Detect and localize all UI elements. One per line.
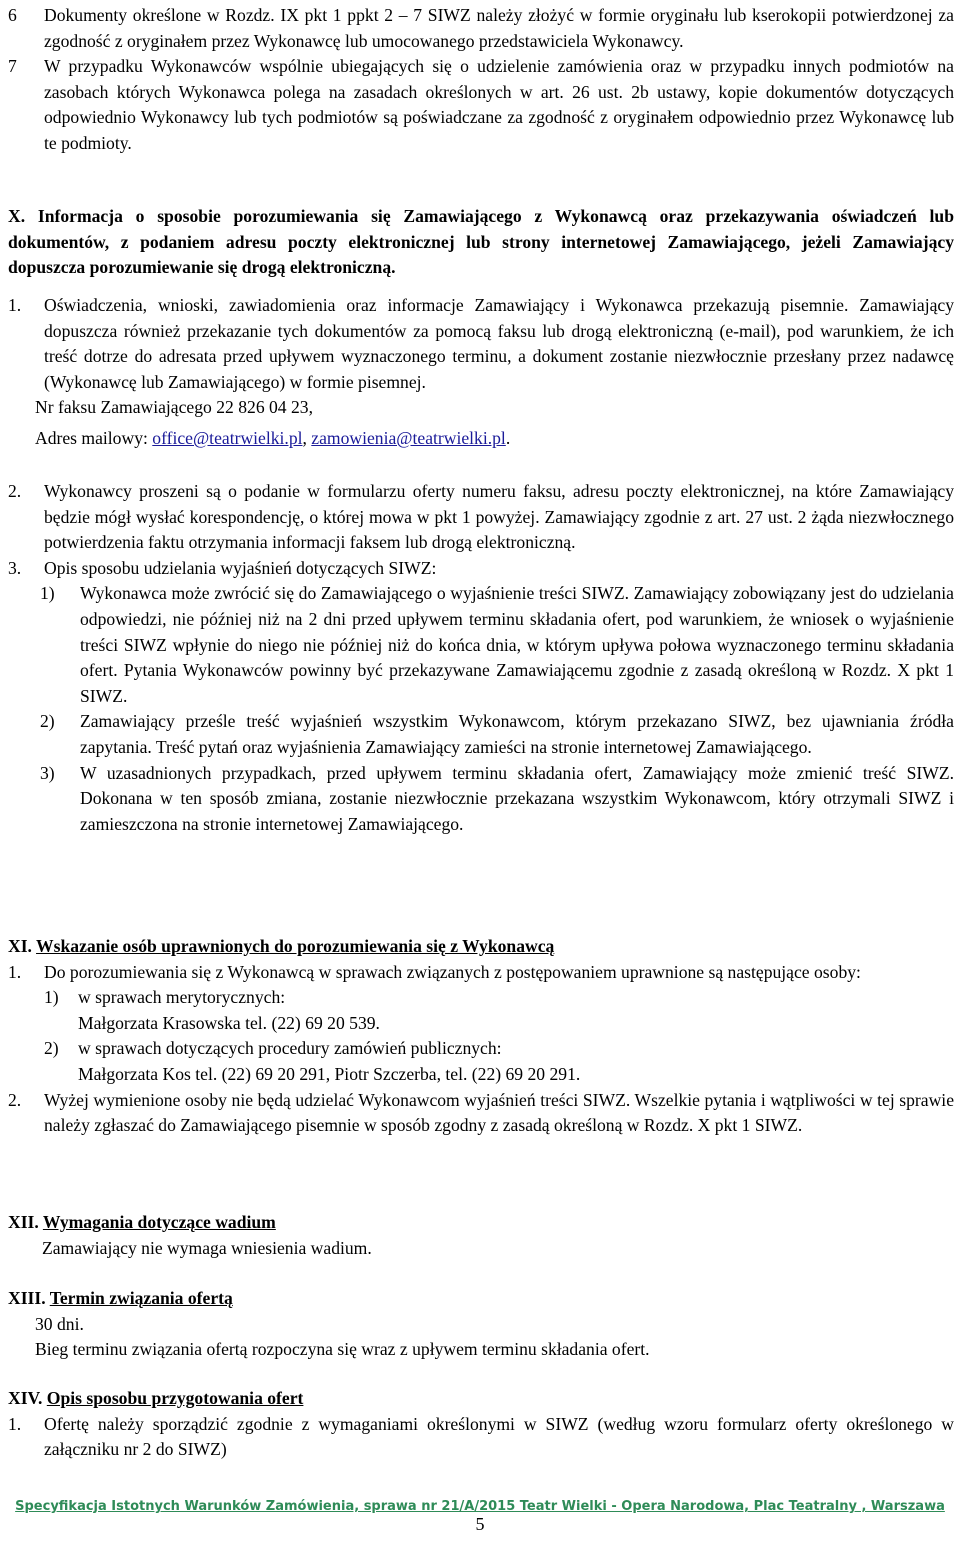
contact-person-1: Małgorzata Krasowska tel. (22) 69 20 539. <box>78 1012 380 1033</box>
item-text: Wyżej wymienione osoby nie będą udzielać Wykonawcom wyjaśnień treści SIWZ. Wszelkie pytania i wątpliwości w tej sprawie należy zgłaszać do Zamawiającego pisemnie w sposób zgodny z zasadą określoną w Rozdz. X pkt 1 SIWZ. <box>44 1089 954 1136</box>
item-number: 7 <box>8 56 17 77</box>
mail-line <box>8 426 954 452</box>
section-xiv-heading <box>8 1386 954 1412</box>
section-xi-title: Wskazanie osób uprawnionych do porozumiewania się z Wykonawcą <box>36 936 555 956</box>
mail-end: . <box>505 427 511 448</box>
section-xii-roman: XII. <box>8 1212 43 1232</box>
subitem-text: Wykonawca może zwrócić się do Zamawiającego o wyjaśnienie treści SIWZ. Zamawiający zobowiązany jest do udzielania odpowiedzi, nie później niż na 2 dni przed upływem terminu składania ofert, pod warunkiem, że wniosek o wyjaśnienie treści SIWZ wpłynie do niego nie później niż do końca dnia, w którym upływa połowa wyznaczonego terminu składania ofert. Pytania Wykonawców powinny być przekazywane Zamawiającemu zgodnie z zasadą określoną w Rozdz. X pkt 1 SIWZ. <box>80 583 954 706</box>
sublist-item-xi-1-2 <box>8 1036 954 1062</box>
email-link-office[interactable]: office@teatrwielki.pl <box>152 427 303 448</box>
section-x-body <box>8 293 954 452</box>
sublist-item-xi-1-1 <box>8 985 954 1011</box>
section-xi-heading <box>8 934 954 960</box>
fax-line: Nr faksu Zamawiającego 22 826 04 23, <box>35 397 313 418</box>
item-text: Dokumenty określone w Rozdz. IX pkt 1 ppkt 2 – 7 SIWZ należy złożyć w formie oryginału lub kserokopii potwierdzonej za zgodność z oryginałem przez Wykonawcę lub umocowanego przedstawiciela Wykonawcy. <box>44 5 954 51</box>
section-xiii <box>8 1286 954 1363</box>
list-item-6 <box>8 3 954 54</box>
mail-separator: , <box>302 427 312 448</box>
contact-person-2: Małgorzata Kos tel. (22) 69 20 291, Piotr Szczerba, tel. (22) 69 20 291. <box>78 1063 581 1084</box>
list-item-xi-2 <box>8 1088 954 1139</box>
section-xii-title: Wymagania dotyczące wadium <box>42 1212 276 1232</box>
top-items <box>8 3 954 157</box>
section-xii-text: Zamawiający nie wymaga wniesienia wadium. <box>42 1237 372 1258</box>
item-number: 1. <box>8 1413 22 1434</box>
section-xiv <box>8 1386 954 1463</box>
list-item-xi-1 <box>8 960 954 986</box>
item-number: 2. <box>8 1089 22 1110</box>
page-footer: Specyfikacja Istotnych Warunków Zamówienia, sprawa nr 21/A/2015 Teatr Wielki - Opera Narodowa, Plac Teatralny , Warszawa <box>15 1499 945 1514</box>
subitem-number: 3) <box>40 762 55 783</box>
section-x <box>8 204 954 281</box>
email-link-zamowienia[interactable]: zamowienia@teatrwielki.pl <box>311 427 506 448</box>
section-xii <box>8 1210 954 1261</box>
list-item-7 <box>8 54 954 156</box>
subitem-number: 1) <box>40 583 55 604</box>
sublist-item-x-3-3 <box>8 761 954 838</box>
section-xii-heading <box>8 1210 954 1236</box>
item-text: Oświadczenia, wnioski, zawiadomienia oraz informacje Zamawiający i Wykonawca przekazują pisemnie. Zamawiający dopuszcza również przekazanie tych dokumentów za pomocą faksu lub drogą elektroniczną (e-mail), pod warunkiem, że ich treść dotrze do adresata przed upływem wyznaczonego terminu, a dokument zostanie niezwłocznie przesłany przez nadawcę (Wykonawcę lub Zamawiającego) w formie pisemnej. <box>44 295 954 392</box>
subitem-number: 2) <box>44 1038 59 1059</box>
item-number: 3. <box>8 557 22 578</box>
section-xiii-heading <box>8 1286 954 1312</box>
list-item-xiv-1 <box>8 1412 954 1463</box>
list-item-x-1 <box>8 293 954 395</box>
subitem-number: 2) <box>40 711 55 732</box>
item-number: 1. <box>8 295 22 315</box>
section-xiii-roman: XIII. <box>8 1288 50 1308</box>
subitem-number: 1) <box>44 987 59 1008</box>
section-x-heading: X. Informacja o sposobie porozumiewania się Zamawiającego z Wykonawcą oraz przekazywania oświadczeń lub dokumentów, z podaniem adresu poczty elektronicznej lub strony internetowej Zamawiającego, jeżeli Zamawiający dopuszcza porozumiewanie się drogą elektroniczną. <box>8 206 954 278</box>
list-item-x-2 <box>8 479 954 556</box>
sublist-item-x-3-2 <box>8 709 954 760</box>
item-text: Ofertę należy sporządzić zgodnie z wymaganiami określonymi w SIWZ (według wzoru formularz oferty określonego w załączniku nr 2 do SIWZ) <box>44 1413 954 1460</box>
subitem-text: W uzasadnionych przypadkach, przed upływem terminu składania ofert, Zamawiający może zmienić treść SIWZ. Dokonana w ten sposób zmiana, zostanie niezwłocznie przekazana wszystkim Wykonawcom, który otrzymali SIWZ i zamieszczona na stronie internetowej Zamawiającego. <box>80 762 954 834</box>
item-number: 6 <box>8 5 17 25</box>
section-xiv-title: Opis sposobu przygotowania ofert <box>46 1388 304 1408</box>
section-xi <box>8 934 954 1139</box>
list-item-x-3 <box>8 556 954 582</box>
item-number: 2. <box>8 481 22 501</box>
section-x-body-2 <box>8 479 954 837</box>
section-xiii-line-2: Bieg terminu związania ofertą rozpoczyna się wraz z upływem terminu składania ofert. <box>35 1339 650 1360</box>
item-text: W przypadku Wykonawców wspólnie ubiegających się o udzielenie zamówienia oraz w przypadku innych podmiotów na zasobach których Wykonawca polega na zasadach określonych w art. 26 ust. 2b ustawy, kopie dokumentów dotyczących odpowiednio Wykonawcy lub tych podmiotów są poświadczane za zgodność z oryginałem odpowiednio przez Wykonawcę lub te podmioty. <box>44 56 954 153</box>
sublist-item-x-3-1 <box>8 581 954 709</box>
subitem-text: w sprawach merytorycznych: <box>78 987 286 1008</box>
section-xi-roman: XI. <box>8 936 37 956</box>
item-text: Wykonawcy proszeni są o podanie w formularzu oferty numeru faksu, adresu poczty elektronicznej, na które Zamawiający będzie mógł wysłać korespondencję, o której mowa w pkt 1 powyżej. Zamawiający zgodnie z art. 27 ust. 2 żąda niezwłocznego potwierdzenia faktu otrzymania informacji faksem lub drogą elektroniczną. <box>44 481 954 553</box>
item-text: Opis sposobu udzielania wyjaśnień dotyczących SIWZ: <box>44 557 437 578</box>
item-number: 1. <box>8 961 22 982</box>
section-xiii-title: Termin związania ofertą <box>49 1288 233 1308</box>
section-xiv-roman: XIV. <box>8 1388 47 1408</box>
item-text: Do porozumiewania się z Wykonawcą w sprawach związanych z postępowaniem uprawnione są następujące osoby: <box>44 961 861 982</box>
section-xiii-line-1: 30 dni. <box>35 1313 84 1334</box>
subitem-text: w sprawach dotyczących procedury zamówień publicznych: <box>78 1038 502 1059</box>
subitem-text: Zamawiający prześle treść wyjaśnień wszystkim Wykonawcom, którym przekazano SIWZ, bez ujawniania źródła zapytania. Treść pytań oraz wyjaśnienia Zamawiający zamieści na stronie internetowej Zamawiającego. <box>80 711 954 757</box>
mail-label: Adres mailowy: <box>35 427 153 448</box>
page-number: 5 <box>475 1514 485 1534</box>
